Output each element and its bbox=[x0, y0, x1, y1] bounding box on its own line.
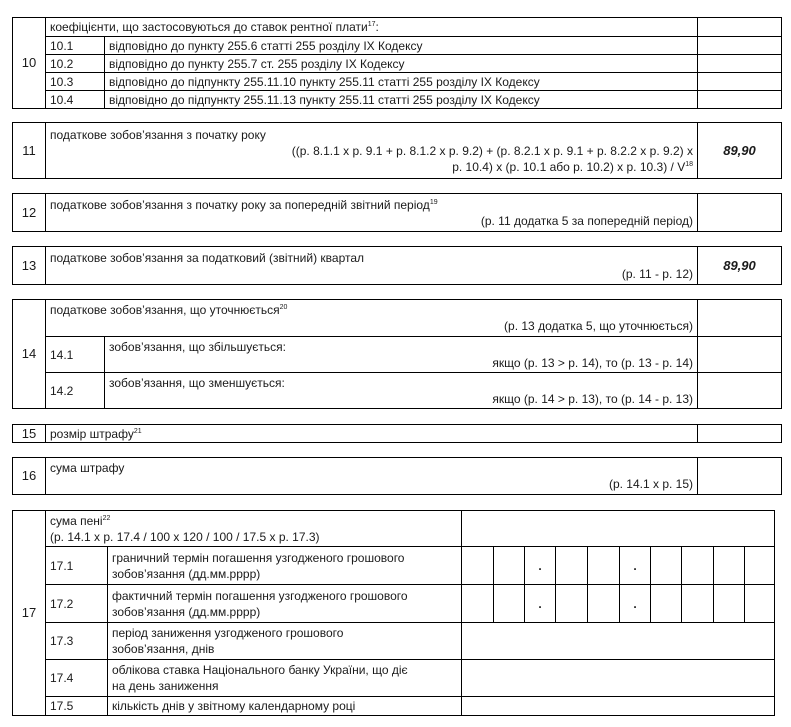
row-label: податкове зобов’язання з початку року bbox=[50, 127, 266, 142]
row-label: податкове зобов’язання, що уточнюється$^{20}$ bbox=[50, 303, 288, 317]
value-cell[interactable] bbox=[698, 458, 782, 495]
item-text: зобов’язання, що зменшується: bbox=[109, 375, 285, 390]
date-digit-cell[interactable] bbox=[745, 547, 775, 585]
item-content bbox=[105, 373, 698, 409]
value-cell[interactable] bbox=[698, 373, 782, 409]
row-15-table bbox=[12, 424, 782, 443]
formula: (р. 13 додатка 5, що уточнюється) bbox=[504, 319, 694, 333]
row-17-table bbox=[12, 510, 775, 716]
date-digit-cell[interactable] bbox=[556, 585, 588, 623]
date-digit-cell[interactable] bbox=[620, 585, 651, 623]
value-cell[interactable]: 89,90 bbox=[698, 123, 782, 179]
date-digit-cell[interactable] bbox=[494, 585, 525, 623]
item-text: фактичний термін погашення узгодженого грошового зобов’язання (дд.мм.рррр) bbox=[108, 585, 462, 623]
item-code: 17.4 bbox=[46, 660, 108, 697]
formula: ((р. 8.1.1 х р. 9.1 + р. 8.1.2 х р. 9.2) + (р. 8.2.1 х р. 9.1 + р. 8.2.2 х р. 9.2) х bbox=[291, 143, 693, 158]
item-text: період заниження узгодженого грошового зобов’язання, днів bbox=[108, 623, 462, 660]
row-content bbox=[46, 123, 698, 179]
date-separator: . bbox=[538, 596, 542, 611]
date-digit-cell[interactable] bbox=[525, 585, 556, 623]
item-code: 14.1 bbox=[46, 337, 105, 373]
row-number: 11 bbox=[13, 123, 46, 179]
date-separator: . bbox=[633, 558, 637, 573]
value-cell[interactable] bbox=[698, 18, 782, 37]
row-label: податкове зобов’язання за податковий (звітний) квартал bbox=[50, 250, 365, 265]
item-text: відповідно до підпункту 255.11.10 пункту 255.11 статті 255 розділу IX Кодексу bbox=[105, 73, 698, 91]
date-digit-cell[interactable] bbox=[494, 547, 525, 585]
item-code: 10.3 bbox=[46, 73, 105, 91]
item-text: кількість днів у звітному календарному році bbox=[108, 697, 462, 716]
date-digit-cell[interactable] bbox=[714, 585, 745, 623]
row-number: 12 bbox=[13, 194, 46, 232]
item-code: 10.4 bbox=[46, 91, 105, 109]
date-digit-cell[interactable] bbox=[462, 585, 494, 623]
row-16-table bbox=[12, 457, 782, 495]
row-content bbox=[46, 194, 698, 232]
item-code: 10.1 bbox=[46, 37, 105, 55]
item-code: 17.5 bbox=[46, 697, 108, 716]
formula: якщо (р. 13 > р. 14), то (р. 13 - р. 14) bbox=[492, 355, 694, 370]
item-code: 10.2 bbox=[46, 55, 105, 73]
row-13-table bbox=[12, 246, 782, 285]
item-text: граничний термін погашення узгодженого грошового зобов’язання (дд.мм.рррр) bbox=[108, 547, 462, 585]
date-digit-cell[interactable] bbox=[651, 585, 682, 623]
value-cell[interactable] bbox=[462, 697, 775, 716]
date-digit-cell[interactable] bbox=[588, 547, 620, 585]
formula: (р. 11 додатка 5 за попередній період) bbox=[480, 213, 693, 228]
row-12-table bbox=[12, 193, 782, 232]
item-code: 14.2 bbox=[46, 373, 105, 409]
item-code: 17.1 bbox=[46, 547, 108, 585]
date-separator: . bbox=[538, 558, 542, 573]
row-number: 17 bbox=[13, 511, 46, 716]
formula: (р. 14.1 х р. 17.4 / 100 х 120 / 100 / 17.5 х р. 17.3) bbox=[50, 529, 320, 544]
row-label: сума пені$^{22}$ bbox=[50, 513, 111, 528]
date-separator: . bbox=[633, 596, 637, 611]
formula: (р. 14.1 х р. 15) bbox=[608, 477, 693, 491]
formula: р. 10.4) х (р. 10.1 або р. 10.2) х р. $10.3) / V^{18}$ bbox=[452, 159, 693, 174]
row-number: 13 bbox=[13, 247, 46, 285]
value-cell[interactable] bbox=[462, 511, 775, 547]
value-cell[interactable] bbox=[462, 660, 775, 697]
row-content bbox=[46, 300, 698, 337]
date-digit-cell[interactable] bbox=[588, 585, 620, 623]
item-text: облікова ставка Національного банку України, що діє на день заниження bbox=[108, 660, 462, 697]
date-digit-cell[interactable] bbox=[651, 547, 682, 585]
value-cell[interactable] bbox=[698, 91, 782, 109]
value-cell[interactable]: 89,90 bbox=[698, 247, 782, 285]
row-number: 10 bbox=[13, 18, 46, 109]
value-cell[interactable] bbox=[698, 55, 782, 73]
value-cell[interactable] bbox=[698, 37, 782, 55]
item-content bbox=[105, 337, 698, 373]
item-text: відповідно до пункту 255.6 статті 255 розділу IX Кодексу bbox=[105, 37, 698, 55]
value-cell[interactable] bbox=[698, 425, 782, 443]
date-digit-cell[interactable] bbox=[620, 547, 651, 585]
value-cell[interactable] bbox=[462, 623, 775, 660]
value-cell[interactable] bbox=[698, 337, 782, 373]
date-digit-cell[interactable] bbox=[525, 547, 556, 585]
row-content bbox=[46, 247, 698, 285]
row-number: 15 bbox=[13, 425, 46, 443]
row-label: податкове зобов’язання з початку року за попередній звітний період$^{19}$ bbox=[50, 197, 438, 212]
item-text: відповідно до підпункту 255.11.13 пункту 255.11 статті 255 розділу IX Кодексу bbox=[105, 91, 698, 109]
date-digit-cell[interactable] bbox=[682, 585, 714, 623]
row-10-table bbox=[12, 17, 782, 109]
row-label: сума штрафу bbox=[50, 461, 125, 475]
value-cell[interactable] bbox=[698, 300, 782, 337]
row-14-table bbox=[12, 299, 782, 409]
value-cell[interactable] bbox=[698, 194, 782, 232]
date-digit-cell[interactable] bbox=[556, 547, 588, 585]
item-code: 17.2 bbox=[46, 585, 108, 623]
row-label: розмір штрафу$^{21}$ bbox=[46, 425, 698, 443]
row-11-table bbox=[12, 122, 782, 179]
date-digit-cell[interactable] bbox=[462, 547, 494, 585]
row-label: коефіцієнти, що застосовуються до ставок рентної плати$^{17}$: bbox=[46, 18, 698, 37]
date-digit-cell[interactable] bbox=[745, 585, 775, 623]
row-number: 16 bbox=[13, 458, 46, 495]
item-text: відповідно до пункту 255.7 ст. 255 розділу IX Кодексу bbox=[105, 55, 698, 73]
date-digit-cell[interactable] bbox=[714, 547, 745, 585]
row-number: 14 bbox=[13, 300, 46, 409]
row-content bbox=[46, 511, 462, 547]
formula: (р. 11 - р. 12) bbox=[621, 266, 693, 281]
value-cell[interactable] bbox=[698, 73, 782, 91]
date-digit-cell[interactable] bbox=[682, 547, 714, 585]
row-content bbox=[46, 458, 698, 495]
item-text: зобов’язання, що збільшується: bbox=[109, 339, 286, 354]
formula: якщо (р. 14 > р. 13), то (р. 14 - р. 13) bbox=[492, 391, 694, 406]
item-code: 17.3 bbox=[46, 623, 108, 660]
